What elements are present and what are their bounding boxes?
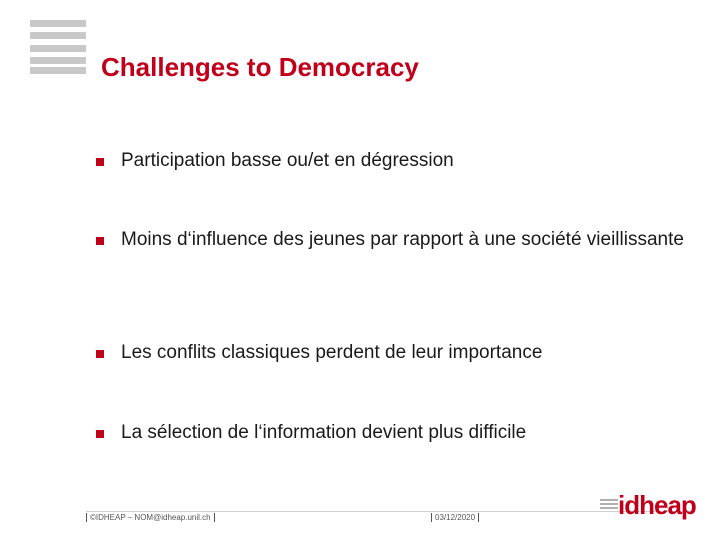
bullet-item <box>96 151 696 177</box>
logo-text: idheap <box>618 490 696 520</box>
footer-copyright: ©IDHEAP – NOM@idheap.unil.ch <box>86 513 215 522</box>
bullet-marker-icon <box>96 237 104 245</box>
slide-title: Challenges to Democracy <box>101 52 419 82</box>
bullet-text: Les conflits classiques perdent de leur importance <box>121 342 543 363</box>
idheap-logo <box>600 490 696 520</box>
decor-bar <box>30 67 86 74</box>
bullet-text: Moins d‘influence des jeunes par rapport à une société vieillissante <box>121 229 684 250</box>
footer-date: 03/12/2020 <box>431 513 479 522</box>
bullet-text: Participation basse ou/et en dégression <box>121 150 454 171</box>
bullet-item <box>96 230 696 256</box>
bullet-marker-icon <box>96 158 104 166</box>
decor-bar <box>30 57 86 64</box>
bullet-text: La sélection de l‘information devient plus difficile <box>121 422 527 443</box>
bullet-marker-icon <box>96 430 104 438</box>
bullet-marker-icon <box>96 350 104 358</box>
bullet-item <box>96 343 696 369</box>
logo-lines-icon <box>600 499 618 511</box>
decor-bar <box>30 32 86 39</box>
decor-bar <box>30 20 86 27</box>
decor-bar <box>30 45 86 52</box>
bullet-item <box>96 423 696 449</box>
